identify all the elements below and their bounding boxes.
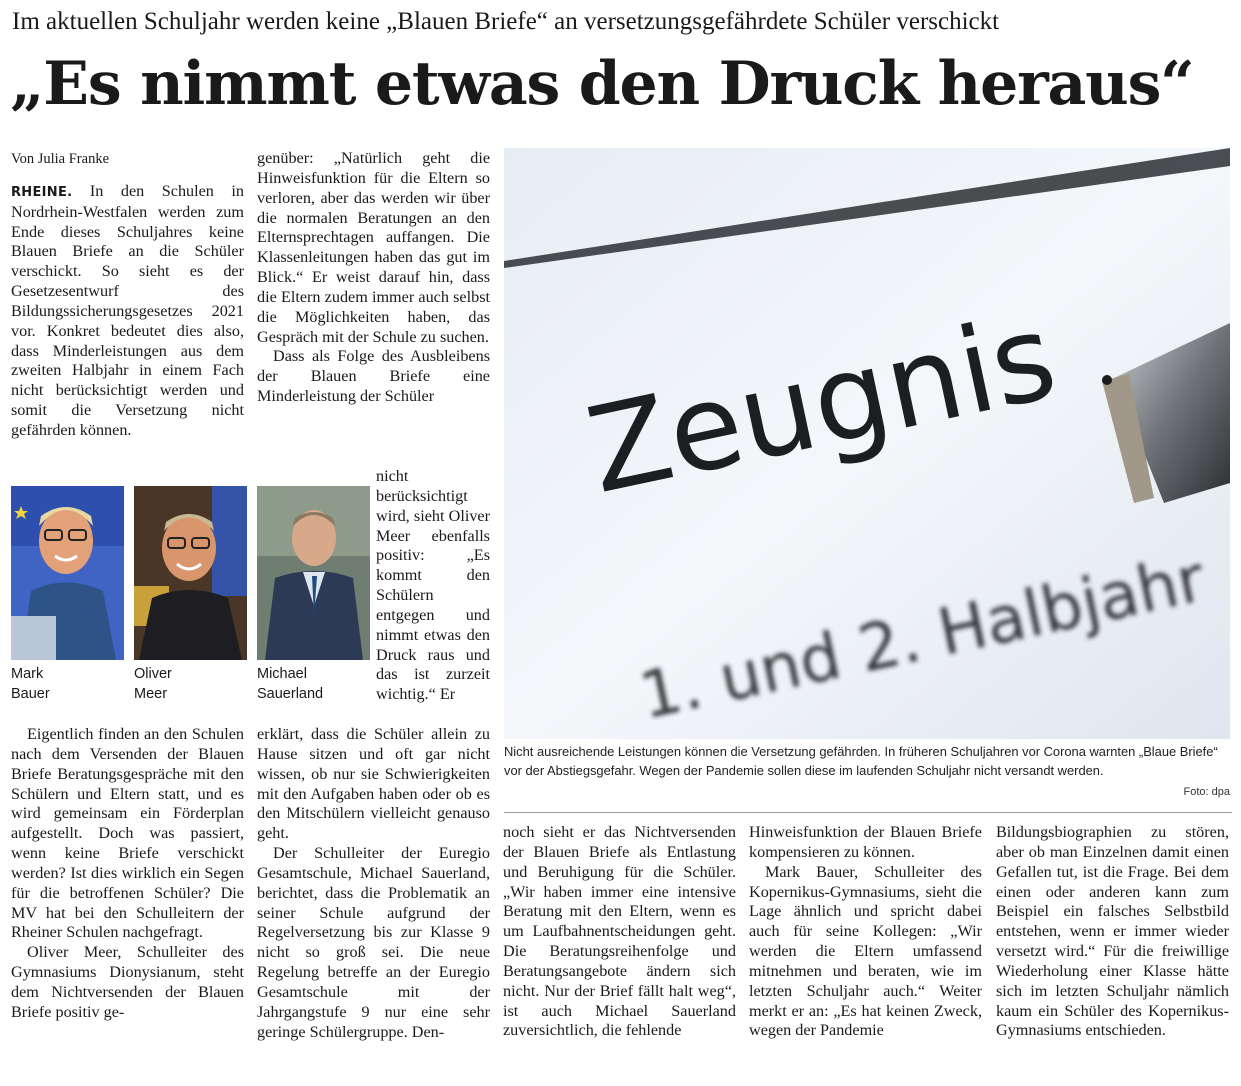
paragraph-mark-bauer: Mark Bauer, Schulleiter des Kopernikus-Gymnasiums, sieht die Lage ähnlich und spricht dabei auch für seine Kollegen: „Wir werden die Eltern umfassend mitnehmen und beraten, wie im letzten Schuljahr auch.“ Weiter merkt er an: „Es hat keinen Zweck, wegen der Pandemie [749, 862, 982, 1040]
zeugnis-photo [504, 148, 1230, 739]
column-2-top [257, 149, 490, 407]
photo-label-mark-bauer: Mark Bauer [11, 666, 50, 702]
byline: Von Julia Franke [11, 151, 110, 167]
halbjahr-line: 1. und 2. Halbjahr [633, 542, 1211, 735]
photo-caption: Nicht ausreichende Leistungen können die Versetzung gefährden. In früheren Schuljahren vor Corona warnten „Blaue Briefe“ vor der Abstiegsgefahr. Wegen der Pandemie sollen diese im laufenden Schuljahr nicht versandt werden. [504, 744, 1218, 778]
photo-oliver-meer [134, 486, 247, 660]
kicker: Im aktuellen Schuljahr werden keine „Blauen Briefe“ an versetzungsgefährdete Schüler verschickt [12, 8, 1000, 35]
paragraph-eigentlich: Eigentlich finden an den Schulen nach dem Versenden der Blauen Briefe Beratungsgespräche mit den Schülern und Eltern statt, und es wird gemeinsam ein Förderplan aufgestellt. Doch was passiert, wenn keine Briefe verschickt werden? Ist dies wirklich ein Segen für die betroffenen Schüler? Die MV hat bei den Schulleitern der Rheiner Schulen nachgefragt. [11, 725, 244, 942]
photo-label-oliver-meer: Oliver Meer [134, 666, 172, 702]
lead-paragraph [11, 182, 244, 441]
headline: „Es nimmt etwas den Druck heraus“ [10, 49, 1194, 119]
lead-text: In den Schulen in Nordrhein-Westfalen werden zum Ende dieses Schuljahres keine Blauen Briefe an die Schüler verschickt. So sieht es der Gesetzesentwurf des Bildungssicherungsgesetzes 2021 vor. Konkret bedeutet dies also, dass Minderleistungen aus dem zweiten Halbjahr in einem Fach nicht berücksichtigt werden und somit die Versetzung nicht gefährden können. [11, 181, 244, 439]
photo-mark-bauer [11, 486, 124, 660]
column-4 [749, 823, 982, 1041]
column-3 [503, 823, 736, 1041]
photo-label-michael-sauerland: Michael Sauerland [257, 666, 324, 702]
paragraph-euregio: Der Schulleiter der Euregio Gesamtschule, Michael Sauerland, berichtet, dass die Problematik an seiner Schule aufgrund der Regelversetzung bis zur Klasse 9 nicht so groß sei. Die neue Regelung betreffe an der Euregio Gesamtschule mit der Jahrgangstufe 9 nur eine sehr geringe Schülergruppe. Den- [257, 844, 490, 1041]
dateline: RHEINE. [11, 184, 73, 200]
divider [504, 812, 1232, 813]
photo-credit: Foto: dpa [1183, 786, 1230, 798]
column-5 [996, 823, 1229, 1041]
paragraph-genueber: genüber: „Natürlich geht die Hinweisfunktion für die Eltern so verloren, aber das werden wir über die normalen Beratungen an den Elternsprechtagen auffangen. Die Klassenleitungen haben das gut im Blick.“ Er weist darauf hin, dass die Eltern zudem immer auch selbst die Möglichkeiten haben, das Gespräch mit der Schule zu suchen. [257, 149, 490, 346]
zeugnis-word: Zeugnis [576, 286, 1067, 521]
column-2-narrow [376, 467, 490, 705]
paragraph-erklaert: erklärt, dass die Schüler allein zu Hause sitzen und oft gar nicht wissen, ob nur sie Schwierigkeiten mit den Aufgaben haben oder ob es den Mitschülern vielleicht genauso geht. [257, 725, 490, 843]
column-2-bottom [257, 725, 490, 1043]
paragraph-ausbleiben: Dass als Folge des Ausbleibens der Blauen Briefe eine Minderleistung der Schüler [257, 347, 490, 406]
column-1-bottom [11, 725, 244, 1023]
paragraph-dennoch: noch sieht er das Nichtversenden der Blauen Briefe als Entlastung und Beruhigung für die Schüler. „Wir haben immer eine intensive Beratung mit den Eltern, wenn es um Laufbahnentscheidungen geht. Die Beratungsreihenfolge und Beratungsangebote ändern sich nicht. Nur der Brief fällt halt weg“, ist auch Michael Sauerland zuversichtlich, die fehlende [503, 823, 736, 1040]
column-1-top [11, 150, 244, 441]
paragraph-hinweisfunktion: Hinweisfunktion der Blauen Briefe kompensieren zu können. [749, 823, 982, 861]
paragraph-oliver-meer: Oliver Meer, Schulleiter des Gymnasiums Dionysianum, steht dem Nichtversenden der Blauen Briefe positiv ge- [11, 943, 244, 1021]
photo-michael-sauerland [257, 486, 370, 660]
paragraph-narrow: nicht berücksichtigt wird, sieht Oliver Meer ebenfalls positiv: „Es kommt den Schülern entgegen und nimmt etwas den Druck raus und das ist zurzeit wichtig.“ Er [376, 467, 490, 704]
paragraph-bildungsbiographien: Bildungsbiographien zu stören, aber ob man Einzelnen damit einen Gefallen tut, ist die Frage. Bei dem einen oder anderen kann zum Beispiel ein falsches Selbstbild entstehen, wenn er immer wieder versetzt wird.“ Für die freiwillige Wiederholung einer Klasse hätte sich im letzten Schuljahr nämlich kaum ein Schüler des Kopernikus-Gymnasiums entschieden. [996, 823, 1229, 1040]
